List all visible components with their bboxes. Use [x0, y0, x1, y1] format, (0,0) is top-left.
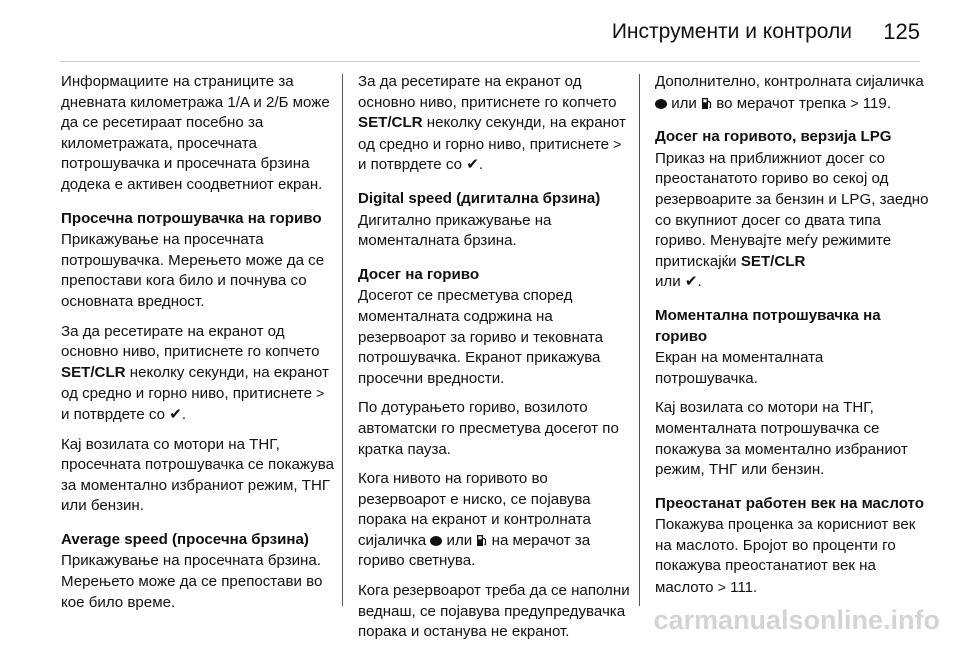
chevron-right-icon: >: [613, 135, 622, 152]
page-header: [0, 0, 960, 62]
paragraph: Информациите на страниците за дневната километража 1/A и 2/Б може да се ресетираат посебно за километражата, просечната потрошувачка и просечната брзина додека е активен соодветниот екран.: [61, 73, 330, 193]
column-2: [358, 72, 632, 652]
reference-arrow-icon: >: [717, 579, 726, 596]
check-icon: ✔: [169, 405, 182, 423]
paragraph: [655, 515, 929, 598]
key-label: SET/CLR: [358, 114, 423, 132]
text: или: [442, 531, 477, 549]
text: и потврдете со: [61, 405, 170, 423]
text: на мерачот за гориво светнува.: [358, 531, 591, 570]
text: .: [697, 273, 702, 291]
paragraph: Кај возилата со мотори на ТНГ, моменталната потрошувачка се покажува за моментално избраниот режим, ТНГ или бензин.: [655, 399, 908, 479]
check-icon: ✔: [684, 273, 698, 291]
section-heading: Просечна потрошувачка на гориво: [61, 209, 322, 227]
text: Кога нивото на горивото во резервоарот е ниско, се појавува порака на екранот и контролната сијаличка: [358, 470, 591, 549]
paragraph: Прикажување на просечната брзина. Мерењето може да се препостави во кое било време.: [61, 552, 323, 611]
paragraph: [655, 72, 929, 114]
chevron-right-icon: >: [316, 385, 325, 402]
text: во мерачот трепка: [712, 94, 851, 112]
page-reference[interactable]: 119.: [862, 94, 892, 112]
section-heading: Average speed (просечна брзина): [61, 530, 309, 548]
text: или: [667, 94, 702, 112]
text: Дополнително, контролната сијаличка: [655, 73, 924, 90]
section-heading: Досег на горивото, верзија LPG: [655, 128, 892, 146]
column-3: [655, 72, 929, 608]
watermark: carmanualsonline.info: [653, 605, 940, 635]
section-heading: Моментална потрошувачка на гориво: [655, 306, 881, 345]
text: За да ресетирате на екранот од основно ниво, притиснете го копчето: [61, 322, 320, 361]
paragraph: Дигитално прикажување на моменталната брзина.: [358, 211, 552, 250]
paragraph: [358, 72, 632, 176]
key-label: SET/CLR: [61, 363, 126, 381]
check-icon: ✔: [466, 156, 479, 174]
section-heading: Digital speed (дигитална брзина): [358, 189, 601, 207]
warning-lamp-icon: [655, 99, 667, 109]
page-number: 125: [883, 19, 920, 44]
paragraph: По дотурањето гориво, возилото автоматски го пресметува досегот по кратка пауза.: [358, 399, 619, 458]
fuel-pump-icon: [476, 534, 487, 547]
header-divider: [60, 61, 920, 62]
page-reference[interactable]: 111.: [730, 579, 758, 597]
fuel-pump-icon: [701, 97, 712, 110]
text: Покажува проценка за корисниот век на маслото. Бројот во проценти го покажува преостанатиот век на маслото: [655, 516, 916, 597]
section-heading: Досег на гориво: [358, 265, 480, 283]
paragraph: Екран на моменталната потрошувачка.: [655, 349, 824, 387]
text: .: [181, 405, 187, 423]
text: неколку секунди, на екранот од средно и горно ниво, притиснете: [61, 363, 329, 403]
section-heading: Преостанат работен век на маслото: [655, 494, 924, 512]
text: За да ресетирате на екранот од основно ниво, притиснете го копчето: [358, 73, 617, 111]
text: Приказ на приближниот досег со преостанатото гориво во секој од резервоарите за бензин и LPG, заедно со вкупниот досег со двата типа гориво. Менувајте меѓу режимите притискајќи: [655, 149, 929, 270]
paragraph: Прикажување на просечната потрошувачка. Мерењето може да се препостави кога било и почнува со основната вредност.: [61, 231, 325, 310]
column-divider: [639, 74, 640, 606]
column-1: [61, 72, 335, 622]
reference-arrow-icon: >: [850, 94, 859, 111]
paragraph: Кај возилата со мотори на ТНГ, просечната потрошувачка се покажува за моментално избраниот режим, ТНГ или бензин.: [61, 435, 334, 515]
text: неколку секунди, на екранот од средно и горно ниво, притиснете: [358, 114, 626, 153]
column-divider: [342, 74, 343, 606]
text: или: [655, 273, 685, 291]
warning-lamp-icon: [430, 536, 442, 546]
paragraph: [358, 469, 632, 572]
key-label: SET/CLR: [740, 252, 806, 270]
paragraph: Досегот се пресметува според моменталната содржина на резервоарот за гориво и тековната потрошувачка. Екранот прикажува просечни вредности.: [358, 287, 604, 387]
section-title: Инструменти и контроли: [611, 20, 852, 43]
paragraph: Кога резервоарот треба да се наполни веднаш, се појавува предупредувачка порака и останува не екранот.: [358, 582, 630, 641]
paragraph: [61, 322, 335, 426]
text: .: [478, 156, 484, 174]
text: и потврдете со: [358, 156, 467, 174]
paragraph: [655, 149, 929, 293]
